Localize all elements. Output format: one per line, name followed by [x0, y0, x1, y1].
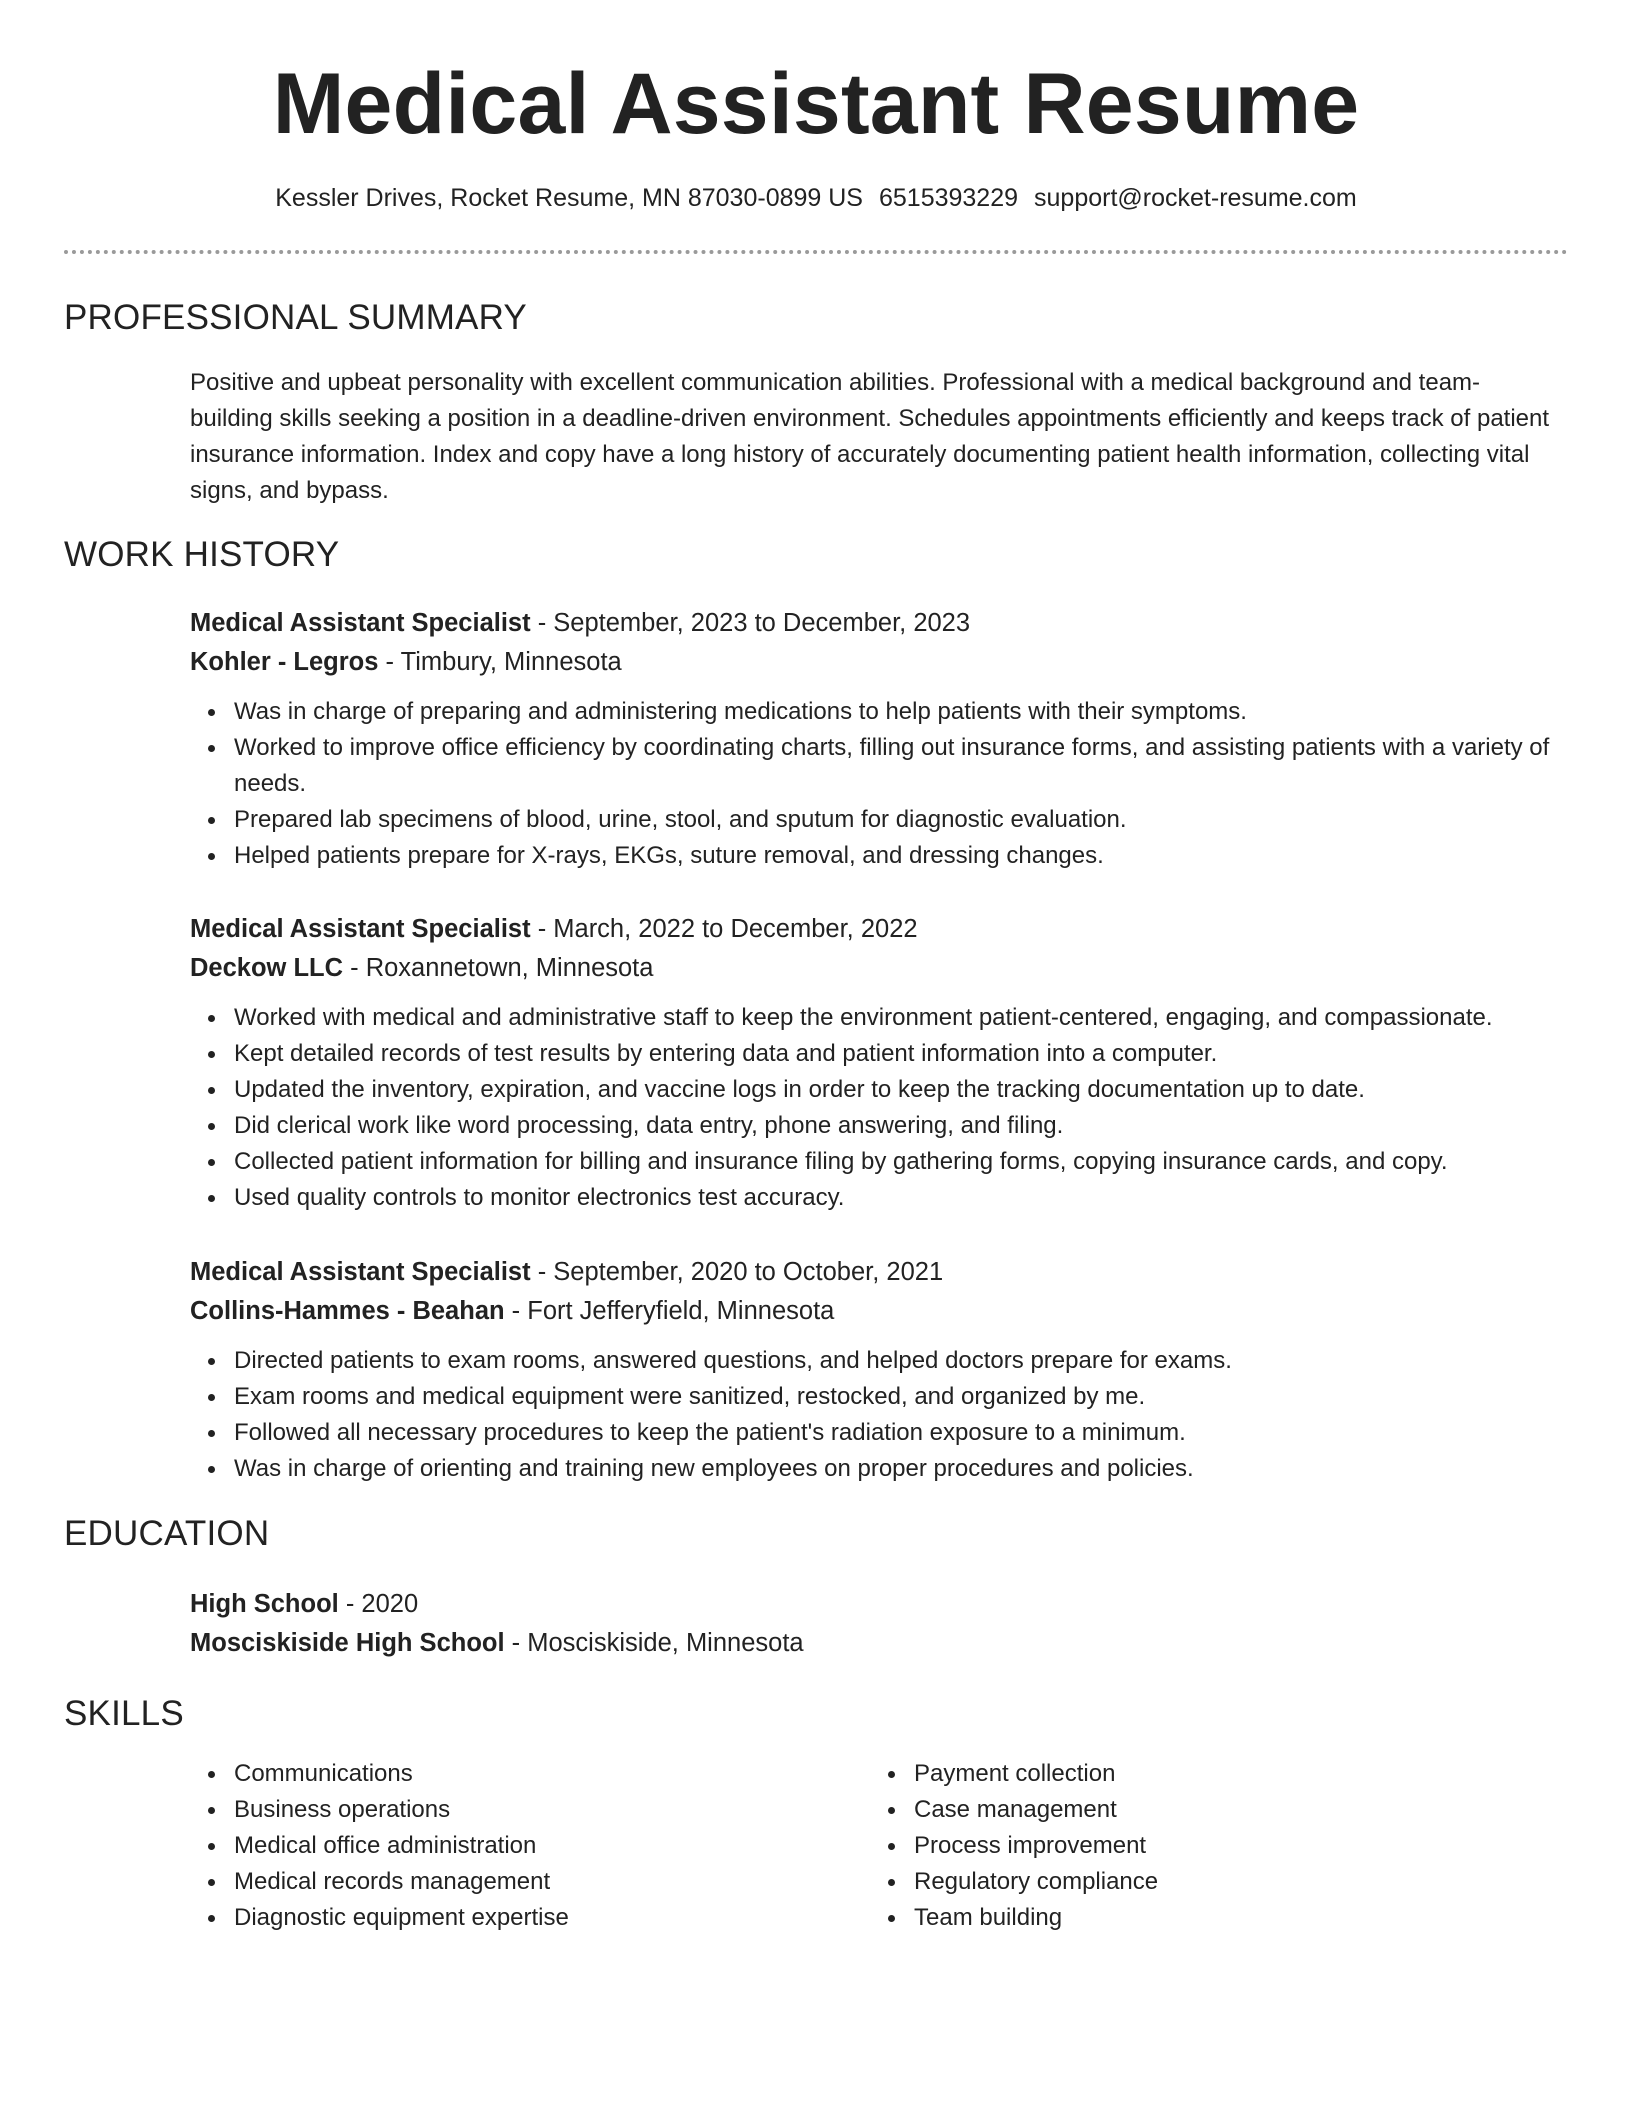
job-location: - Roxannetown, Minnesota [343, 954, 654, 982]
job-company: Collins-Hammes - Beahan [190, 1297, 505, 1325]
skills-bullets [190, 1756, 870, 1936]
job-1 [190, 604, 1560, 874]
education-year: - 2020 [338, 1590, 419, 1618]
list-item: Collected patient information for billing and insurance filing by gathering forms, copying insurance cards, and copy. [234, 1144, 1590, 1180]
list-item: Was in charge of preparing and administering medications to help patients with their symptoms. [234, 694, 1560, 730]
job-location: - Fort Jefferyfield, Minnesota [504, 1297, 835, 1325]
job-title-line [190, 910, 1590, 949]
job-title-line [190, 604, 1560, 643]
education-degree-line [190, 1585, 1560, 1624]
address: Kessler Drives, Rocket Resume, MN 87030-0899 US [275, 184, 863, 212]
job-role: Medical Assistant Specialist [190, 609, 531, 637]
list-item: Worked with medical and administrative staff to keep the environment patient-centered, engaging, and compassionate. [234, 1000, 1590, 1036]
education-entry [190, 1585, 1560, 1663]
job-bullets [190, 694, 1560, 874]
job-company: Kohler - Legros [190, 648, 379, 676]
email: support@rocket-resume.com [1034, 184, 1357, 212]
job-company-line [190, 949, 1590, 988]
resume-title: Medical Assistant Resume [272, 56, 1360, 152]
list-item: Payment collection [914, 1756, 1550, 1792]
skills-column-left [190, 1756, 870, 1936]
job-role: Medical Assistant Specialist [190, 915, 531, 943]
list-item: Business operations [234, 1792, 870, 1828]
list-item: Helped patients prepare for X-rays, EKGs, suture removal, and dressing changes. [234, 838, 1560, 874]
job-title-line [190, 1253, 1560, 1292]
job-company-line [190, 643, 1560, 682]
job-role: Medical Assistant Specialist [190, 1258, 531, 1286]
job-bullets [190, 1343, 1560, 1487]
list-item: Updated the inventory, expiration, and vaccine logs in order to keep the tracking documentation up to date. [234, 1072, 1590, 1108]
section-title-work: WORK HISTORY [64, 535, 340, 574]
section-title-education: EDUCATION [64, 1514, 270, 1553]
list-item: Case management [914, 1792, 1550, 1828]
job-dates: - March, 2022 to December, 2022 [530, 915, 918, 943]
education-school: Mosciskiside High School [190, 1629, 505, 1657]
header-divider [64, 250, 1568, 254]
list-item: Regulatory compliance [914, 1864, 1550, 1900]
education-location: - Mosciskiside, Minnesota [504, 1629, 804, 1657]
skills-column-right [870, 1756, 1550, 1936]
education-degree: High School [190, 1590, 339, 1618]
list-item: Medical office administration [234, 1828, 870, 1864]
list-item: Directed patients to exam rooms, answered questions, and helped doctors prepare for exams. [234, 1343, 1560, 1379]
list-item: Worked to improve office efficiency by coordinating charts, filling out insurance forms, and assisting patients with a variety of needs. [234, 730, 1560, 802]
list-item: Process improvement [914, 1828, 1550, 1864]
summary-text: Positive and upbeat personality with excellent communication abilities. Professional with a medical background and team-building skills seeking a position in a deadline-driven environment. Schedules appointments efficiently and keeps track of patient insurance information. Index and copy have a long history of accurately documenting patient health information, collecting vital signs, and bypass. [190, 369, 1550, 504]
job-2 [190, 910, 1590, 1216]
phone: 6515393229 [878, 184, 1019, 212]
list-item: Did clerical work like word processing, data entry, phone answering, and filing. [234, 1108, 1590, 1144]
skills-bullets [870, 1756, 1550, 1936]
job-bullets [190, 1000, 1590, 1216]
list-item: Communications [234, 1756, 870, 1792]
contact-line [64, 180, 1568, 216]
job-company: Deckow LLC [190, 954, 344, 982]
list-item: Team building [914, 1900, 1550, 1936]
education-school-line [190, 1624, 1560, 1663]
list-item: Followed all necessary procedures to keep the patient's radiation exposure to a minimum. [234, 1415, 1560, 1451]
list-item: Diagnostic equipment expertise [234, 1900, 870, 1936]
job-3 [190, 1253, 1560, 1487]
job-location: - Timbury, Minnesota [378, 648, 622, 676]
list-item: Was in charge of orienting and training new employees on proper procedures and policies. [234, 1451, 1560, 1487]
list-item: Medical records management [234, 1864, 870, 1900]
section-title-summary: PROFESSIONAL SUMMARY [64, 298, 527, 337]
list-item: Exam rooms and medical equipment were sanitized, restocked, and organized by me. [234, 1379, 1560, 1415]
section-title-skills: SKILLS [64, 1694, 184, 1733]
job-dates: - September, 2023 to December, 2023 [530, 609, 971, 637]
job-dates: - September, 2020 to October, 2021 [530, 1258, 944, 1286]
list-item: Prepared lab specimens of blood, urine, stool, and sputum for diagnostic evaluation. [234, 802, 1560, 838]
list-item: Kept detailed records of test results by entering data and patient information into a computer. [234, 1036, 1590, 1072]
skills-list [190, 1756, 1560, 1936]
job-company-line [190, 1292, 1560, 1331]
list-item: Used quality controls to monitor electronics test accuracy. [234, 1180, 1590, 1216]
summary-body [190, 365, 1550, 509]
